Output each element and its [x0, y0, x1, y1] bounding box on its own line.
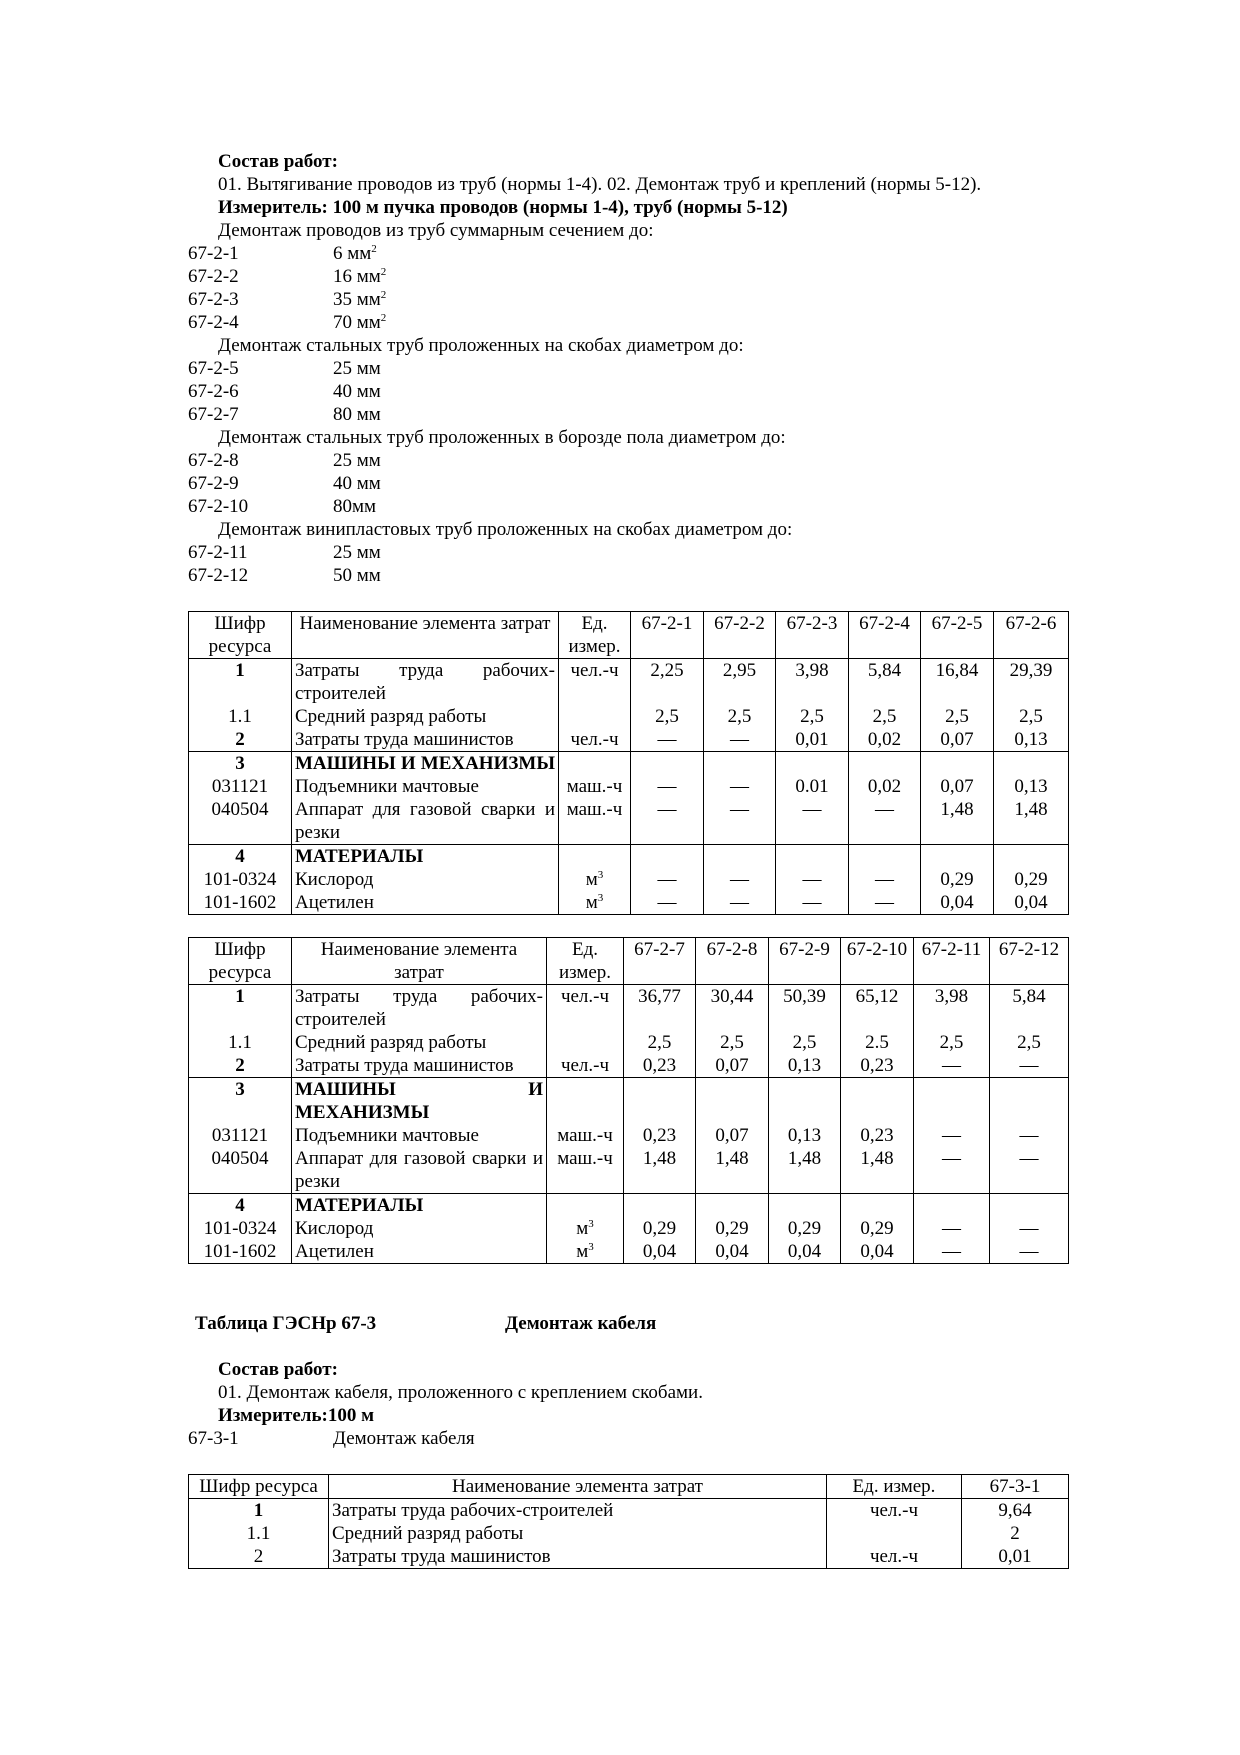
cell-value: 1,48 [696, 1147, 769, 1194]
norm-code: 67-3-1 [188, 1428, 239, 1449]
table-title [195, 1312, 1068, 1336]
table-row [189, 1031, 1069, 1054]
cell-unit: маш.-ч [559, 798, 631, 845]
cell-name: Затраты труда машинистов [329, 1545, 827, 1569]
cell-unit: маш.-ч [547, 1147, 624, 1194]
table-label: Таблица ГЭСНр 67-3 [195, 1313, 377, 1334]
cell-value: — [914, 1217, 990, 1240]
table-section-row [189, 1078, 1069, 1125]
cell-value: 0,01 [962, 1545, 1069, 1569]
cell-value: 2,25 [631, 659, 704, 706]
cell-unit: маш.-ч [559, 775, 631, 798]
header-norm: 67-3-1 [962, 1475, 1069, 1499]
resource-table-2 [188, 937, 1069, 1264]
cell-value: — [914, 1147, 990, 1194]
cell-unit [547, 1031, 624, 1054]
cell-name: Затраты труда машинистов [292, 728, 559, 752]
table-section-row [189, 752, 1069, 776]
cell-value: 0,29 [841, 1217, 914, 1240]
norm-code: 67-2-10 [188, 496, 249, 517]
cell-value: — [704, 891, 776, 915]
cell-unit: чел.-ч [827, 1545, 962, 1569]
measure-unit: Измеритель:100 м [218, 1405, 375, 1426]
cell-value: 1,48 [994, 798, 1069, 845]
cell-value: 0,07 [921, 775, 994, 798]
header-unit: Ед. измер. [559, 612, 631, 659]
measure-unit: Измеритель: 100 м пучка проводов (нормы 1-4), труб (нормы 5-12) [218, 197, 788, 218]
cell-value: 0,04 [921, 891, 994, 915]
norm-value: 35 $мм^2$ [333, 289, 387, 310]
cell-value: — [631, 868, 704, 891]
header-name: Наименование элемента затрат [329, 1475, 827, 1499]
header-norm: 67-2-9 [769, 938, 841, 985]
header-unit: Ед. измер. [547, 938, 624, 985]
cell-value: — [704, 775, 776, 798]
cell-unit: $м^3$ [559, 868, 631, 891]
cell-value: 0,29 [696, 1217, 769, 1240]
cell-value: — [776, 891, 849, 915]
table-heading: Демонтаж кабеля [505, 1313, 657, 1334]
cell-code: 2 [189, 728, 292, 752]
cell-value: 2,5 [631, 705, 704, 728]
group-heading: Демонтаж проводов из труб суммарным сечением до: [218, 220, 654, 241]
cell-value: 0,23 [841, 1054, 914, 1078]
group-heading: Демонтаж стальных труб проложенных в борозде пола диаметром до: [218, 427, 786, 448]
cell-value: 0,04 [994, 891, 1069, 915]
cell-value: 0,02 [849, 775, 921, 798]
cell-value: 0,04 [696, 1240, 769, 1264]
cell-value: 0,29 [624, 1217, 696, 1240]
table-row [189, 1545, 1069, 1569]
norm-value: 80 мм [333, 404, 381, 425]
norm-value: 25 мм [333, 450, 381, 471]
table-header-row [189, 1475, 1069, 1499]
cell-code: 1.1 [189, 1522, 329, 1545]
cell-value: 3,98 [914, 985, 990, 1032]
norm-value: 80мм [333, 496, 377, 517]
cell-value: — [776, 868, 849, 891]
cell-value: 0,04 [624, 1240, 696, 1264]
table-header-row [189, 938, 1069, 985]
work-composition-heading: Состав работ: [218, 1359, 338, 1380]
cell-code: 040504 [189, 798, 292, 845]
cell-unit: маш.-ч [547, 1124, 624, 1147]
table-section-row [189, 1194, 1069, 1218]
cell-value: 5,84 [849, 659, 921, 706]
resource-table-3 [188, 1474, 1069, 1569]
cell-code: 1 [189, 985, 292, 1032]
cell-name: Средний разряд работы [292, 705, 559, 728]
cell-value: 0,29 [769, 1217, 841, 1240]
cell-code: 1.1 [189, 1031, 292, 1054]
header-unit: Ед. измер. [827, 1475, 962, 1499]
cell-unit: $м^3$ [559, 891, 631, 915]
cell-value: 2,5 [994, 705, 1069, 728]
cell-value: — [990, 1147, 1069, 1194]
cell-value: 0,13 [769, 1054, 841, 1078]
cell-code: 101-1602 [189, 891, 292, 915]
norm-row [188, 449, 1068, 472]
cell-value: — [914, 1124, 990, 1147]
cell-unit: чел.-ч [547, 985, 624, 1032]
norm-code: 67-2-11 [188, 542, 248, 563]
cell-value: 3,98 [776, 659, 849, 706]
table-row [189, 705, 1069, 728]
cell-code: 3 [189, 1078, 292, 1125]
norm-row [188, 403, 1068, 426]
group-heading: Демонтаж стальных труб проложенных на скобах диаметром до: [218, 335, 744, 356]
header-norm: 67-2-3 [776, 612, 849, 659]
cell-name: Подъемники мачтовые [292, 775, 559, 798]
cell-value: 2,5 [769, 1031, 841, 1054]
cell-value: 0,23 [624, 1054, 696, 1078]
cell-value: 2,95 [704, 659, 776, 706]
header-norm: 67-2-6 [994, 612, 1069, 659]
cell-value: 0,13 [994, 728, 1069, 752]
header-code: Шифр ресурса [189, 612, 292, 659]
cell-value: 0,29 [994, 868, 1069, 891]
norm-value: 16 $мм^2$ [333, 266, 387, 287]
cell-value: 5,84 [990, 985, 1069, 1032]
cell-value: 9,64 [962, 1499, 1069, 1523]
cell-value: 1,48 [769, 1147, 841, 1194]
cell-value: — [990, 1240, 1069, 1264]
norm-row [188, 541, 1068, 564]
cell-value: 30,44 [696, 985, 769, 1032]
cell-value: 2,5 [921, 705, 994, 728]
cell-unit [827, 1522, 962, 1545]
cell-value: — [631, 891, 704, 915]
cell-value: 2,5 [624, 1031, 696, 1054]
cell-value: — [704, 798, 776, 845]
cell-code: 031121 [189, 775, 292, 798]
table-row [189, 1240, 1069, 1264]
cell-value: — [704, 728, 776, 752]
header-code: Шифр ресурса [189, 938, 292, 985]
cell-name: Ацетилен [292, 1240, 547, 1264]
cell-value: 0,23 [841, 1124, 914, 1147]
cell-value: — [990, 1124, 1069, 1147]
cell-unit [559, 705, 631, 728]
cell-value: 36,77 [624, 985, 696, 1032]
norm-code: 67-2-9 [188, 473, 239, 494]
header-norm: 67-2-2 [704, 612, 776, 659]
cell-code: 040504 [189, 1147, 292, 1194]
work-composition-heading: Состав работ: [218, 151, 338, 172]
norm-row [188, 380, 1068, 403]
norm-row [188, 288, 1068, 311]
norm-value: Демонтаж кабеля [333, 1428, 475, 1449]
norm-row [188, 495, 1068, 518]
cell-value: 0,29 [921, 868, 994, 891]
group-heading: Демонтаж винипластовых труб проложенных на скобах диаметром до: [218, 519, 793, 540]
header-norm: 67-2-10 [841, 938, 914, 985]
table-row [189, 1217, 1069, 1240]
norm-value: 25 мм [333, 358, 381, 379]
norm-row [188, 357, 1068, 380]
cell-value: — [990, 1054, 1069, 1078]
table-row [189, 1522, 1069, 1545]
table-row [189, 985, 1069, 1032]
cell-value: 2,5 [696, 1031, 769, 1054]
norm-row [188, 265, 1068, 288]
table-header-row [189, 612, 1069, 659]
table-row [189, 868, 1069, 891]
resource-table-1 [188, 611, 1069, 915]
cell-name: Кислород [292, 868, 559, 891]
cell-value: 2,5 [704, 705, 776, 728]
cell-name: Подъемники мачтовые [292, 1124, 547, 1147]
cell-value: 1,48 [921, 798, 994, 845]
cell-value: 0,13 [994, 775, 1069, 798]
header-norm: 67-2-7 [624, 938, 696, 985]
table-row [189, 1054, 1069, 1078]
header-name: Наименование элемента затрат [292, 938, 547, 985]
work-operations: 01. Демонтаж кабеля, проложенного с креплением скобами. [218, 1382, 703, 1403]
cell-value: 0,13 [769, 1124, 841, 1147]
cell-code: 101-0324 [189, 868, 292, 891]
cell-name: Затраты труда рабочих-строителей [292, 985, 547, 1032]
table-row [189, 1499, 1069, 1523]
header-code: Шифр ресурса [189, 1475, 329, 1499]
cell-value: — [776, 798, 849, 845]
table-row [189, 659, 1069, 706]
cell-value: — [849, 891, 921, 915]
cell-name: Кислород [292, 1217, 547, 1240]
norm-code: 67-2-1 [188, 243, 239, 264]
table-row [189, 891, 1069, 915]
header-norm: 67-2-12 [990, 938, 1069, 985]
cell-value: 2,5 [990, 1031, 1069, 1054]
norm-value: 25 мм [333, 542, 381, 563]
norm-code: 67-2-2 [188, 266, 239, 287]
cell-unit: чел.-ч [547, 1054, 624, 1078]
table-row [189, 1147, 1069, 1194]
cell-code: 4 [189, 1194, 292, 1218]
cell-unit: чел.-ч [559, 728, 631, 752]
cell-value: 65,12 [841, 985, 914, 1032]
table-row [189, 728, 1069, 752]
norm-value: 6 $мм^2$ [333, 243, 377, 264]
cell-value: 0.01 [776, 775, 849, 798]
header-norm: 67-2-1 [631, 612, 704, 659]
norm-row [188, 564, 1068, 587]
cell-unit: $м^3$ [547, 1217, 624, 1240]
header-norm: 67-2-8 [696, 938, 769, 985]
table-row [189, 775, 1069, 798]
cell-value: — [631, 728, 704, 752]
norm-code: 67-2-6 [188, 381, 239, 402]
cell-value: — [849, 798, 921, 845]
cell-code: 3 [189, 752, 292, 776]
document-content [188, 150, 1068, 1569]
cell-code: 101-0324 [189, 1217, 292, 1240]
cell-value: 0,07 [696, 1054, 769, 1078]
cell-value: 1,48 [841, 1147, 914, 1194]
table-section-row [189, 845, 1069, 869]
norm-row [188, 242, 1068, 265]
cell-value: — [631, 775, 704, 798]
norm-value: 40 мм [333, 473, 381, 494]
header-norm: 67-2-11 [914, 938, 990, 985]
cell-value: 0,01 [776, 728, 849, 752]
cell-value: 0,04 [769, 1240, 841, 1264]
cell-name: Затраты труда машинистов [292, 1054, 547, 1078]
norm-row [188, 1427, 1068, 1450]
cell-code: 1.1 [189, 705, 292, 728]
cell-value: 1,48 [624, 1147, 696, 1194]
table-row [189, 798, 1069, 845]
cell-value: 2,5 [776, 705, 849, 728]
cell-unit: $м^3$ [547, 1240, 624, 1264]
cell-unit: чел.-ч [827, 1499, 962, 1523]
cell-name: Средний разряд работы [329, 1522, 827, 1545]
norm-row [188, 311, 1068, 334]
cell-value: 0,07 [921, 728, 994, 752]
cell-value: — [990, 1217, 1069, 1240]
cell-value: 29,39 [994, 659, 1069, 706]
header-name: Наименование элемента затрат [292, 612, 559, 659]
cell-unit: чел.-ч [559, 659, 631, 706]
cell-code: 031121 [189, 1124, 292, 1147]
cell-code: 4 [189, 845, 292, 869]
cell-value: 2 [962, 1522, 1069, 1545]
work-operations: 01. Вытягивание проводов из труб (нормы 1-4). 02. Демонтаж труб и креплений (нормы 5-12). [218, 174, 982, 195]
cell-code: 1 [189, 1499, 329, 1523]
norm-code: 67-2-7 [188, 404, 239, 425]
cell-name: Аппарат для газовой сварки и резки [292, 1147, 547, 1194]
cell-value: 0,07 [696, 1124, 769, 1147]
header-norm: 67-2-5 [921, 612, 994, 659]
cell-value: 0,23 [624, 1124, 696, 1147]
cell-name: МАШИНЫ И МЕХАНИЗМЫ [292, 752, 559, 776]
cell-name: Затраты труда рабочих-строителей [292, 659, 559, 706]
cell-code: 2 [189, 1545, 329, 1569]
cell-value: 2.5 [841, 1031, 914, 1054]
cell-value: 2,5 [849, 705, 921, 728]
cell-name: МАТЕРИАЛЫ [292, 1194, 547, 1218]
norm-value: 40 мм [333, 381, 381, 402]
cell-value: 50,39 [769, 985, 841, 1032]
norm-code: 67-2-8 [188, 450, 239, 471]
cell-value: — [849, 868, 921, 891]
norm-value: 50 мм [333, 565, 381, 586]
cell-code: 101-1602 [189, 1240, 292, 1264]
norm-code: 67-2-4 [188, 312, 239, 333]
norm-row [188, 472, 1068, 495]
cell-name: МАТЕРИАЛЫ [292, 845, 559, 869]
cell-name: Затраты труда рабочих-строителей [329, 1499, 827, 1523]
cell-name: МАШИНЫ И МЕХАНИЗМЫ [292, 1078, 547, 1125]
norm-code: 67-2-3 [188, 289, 239, 310]
norm-code: 67-2-12 [188, 565, 249, 586]
header-norm: 67-2-4 [849, 612, 921, 659]
cell-name: Средний разряд работы [292, 1031, 547, 1054]
cell-code: 1 [189, 659, 292, 706]
cell-value: 2,5 [914, 1031, 990, 1054]
cell-value: 0,04 [841, 1240, 914, 1264]
norm-code: 67-2-5 [188, 358, 239, 379]
table-row [189, 1124, 1069, 1147]
cell-value: — [914, 1240, 990, 1264]
cell-value: — [914, 1054, 990, 1078]
norm-value: 70 $мм^2$ [333, 312, 387, 333]
cell-value: 0,02 [849, 728, 921, 752]
cell-value: 16,84 [921, 659, 994, 706]
cell-name: Аппарат для газовой сварки и резки [292, 798, 559, 845]
cell-value: — [631, 798, 704, 845]
cell-name: Ацетилен [292, 891, 559, 915]
cell-value: — [704, 868, 776, 891]
cell-code: 2 [189, 1054, 292, 1078]
